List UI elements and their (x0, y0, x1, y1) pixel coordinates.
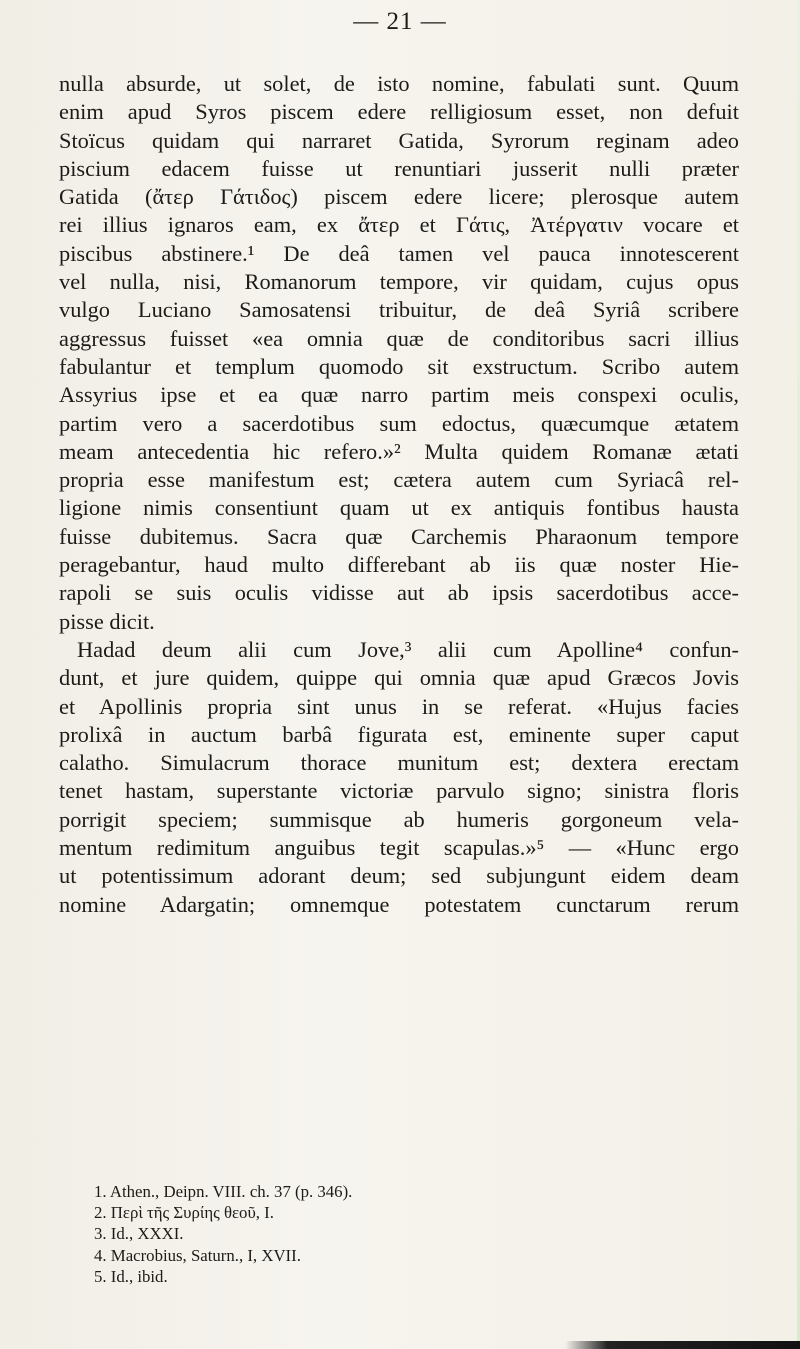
text-line: piscibus abstinere.¹ De deâ tamen vel pauca innotescerent (59, 240, 739, 266)
text-line: aggressus fuisset «ea omnia quæ de conditoribus sacri illius (59, 325, 739, 351)
text-line: dunt, et jure quidem, quippe qui omnia quæ apud Græcos Jovis (59, 665, 739, 691)
footnote: 2. Περὶ τῆς Συρίης θεοῦ, I. (94, 1203, 274, 1223)
text-line: meam antecedentia hic refero.»² Multa quidem Romanæ ætati (59, 438, 739, 464)
footnote: 4. Macrobius, Saturn., I, XVII. (94, 1245, 301, 1265)
footnotes (94, 1181, 654, 1287)
text-line: Assyrius ipse et ea quæ narro partim meis conspexi oculis, (59, 382, 739, 408)
footnote: 5. Id., ibid. (94, 1266, 168, 1286)
text-line: porrigit speciem; summisque ab humeris gorgoneum vela- (59, 806, 739, 832)
footnote: 3. Id., XXXI. (94, 1224, 184, 1244)
text-line: vel nulla, nisi, Romanorum tempore, vir quidam, cujus opus (59, 269, 739, 295)
text-line: prolixâ in auctum barbâ figurata est, eminente super caput (59, 721, 739, 747)
text-line: Stoïcus quidam qui narraret Gatida, Syrorum reginam adeo (59, 127, 739, 153)
text-line: et Apollinis propria sint unus in se referat. «Hujus facies (59, 693, 739, 719)
text-line: ut potentissimum adorant deum; sed subjungunt eidem deam (59, 863, 739, 889)
text-line: pisse dicit. (59, 608, 155, 634)
text-line: Hadad deum alii cum Jove,³ alii cum Apolline⁴ confun- (77, 636, 739, 662)
text-line: calatho. Simulacrum thorace munitum est; dextera erectam (59, 750, 739, 776)
text-line: vulgo Luciano Samosatensi tribuitur, de deâ Syriâ scribere (59, 297, 739, 323)
text-line: fabulantur et templum quomodo sit exstructum. Scribo autem (59, 353, 739, 379)
text-line: ligione nimis consentiunt quam ut ex antiquis fontibus hausta (59, 495, 739, 521)
text-line: nomine Adargatin; omnemque potestatem cunctarum rerum (59, 891, 739, 917)
text-line: Gatida (ἄτερ Γάτιδος) piscem edere licere; plerosque autem (59, 184, 739, 210)
text-line: piscium edacem fuisse ut renuntiari jusserit nulli præter (59, 155, 739, 181)
text-line: fuisse dubitemus. Sacra quæ Carchemis Pharaonum tempore (59, 523, 739, 549)
page-bottom-shadow (565, 1341, 800, 1349)
text-line: partim vero a sacerdotibus sum edoctus, quæcumque ætatem (59, 410, 739, 436)
body-text (59, 70, 739, 919)
text-line: mentum redimitum anguibus tegit scapulas.»⁵ — «Hunc ergo (59, 835, 739, 861)
text-line: rei illius ignaros eam, ex ἄτερ et Γάτις, Ἀτέργατιν vocare et (59, 212, 739, 238)
text-line: enim apud Syros piscem edere relligiosum esset, non defuit (59, 99, 739, 125)
text-line: propria esse manifestum est; cætera autem cum Syriacâ rel- (59, 467, 739, 493)
text-line: peragebantur, haud multo differebant ab iis quæ noster Hie- (59, 552, 739, 578)
text-line: nulla absurde, ut solet, de isto nomine, fabulati sunt. Quum (59, 71, 739, 96)
page-number: — 21 — (353, 8, 447, 35)
footnote: 1. Athen., Deipn. VIII. ch. 37 (p. 346). (94, 1182, 353, 1201)
text-line: rapoli se suis oculis vidisse aut ab ipsis sacerdotibus acce- (59, 580, 739, 606)
text-line: tenet hastam, superstante victoriæ parvulo signo; sinistra floris (59, 778, 739, 804)
